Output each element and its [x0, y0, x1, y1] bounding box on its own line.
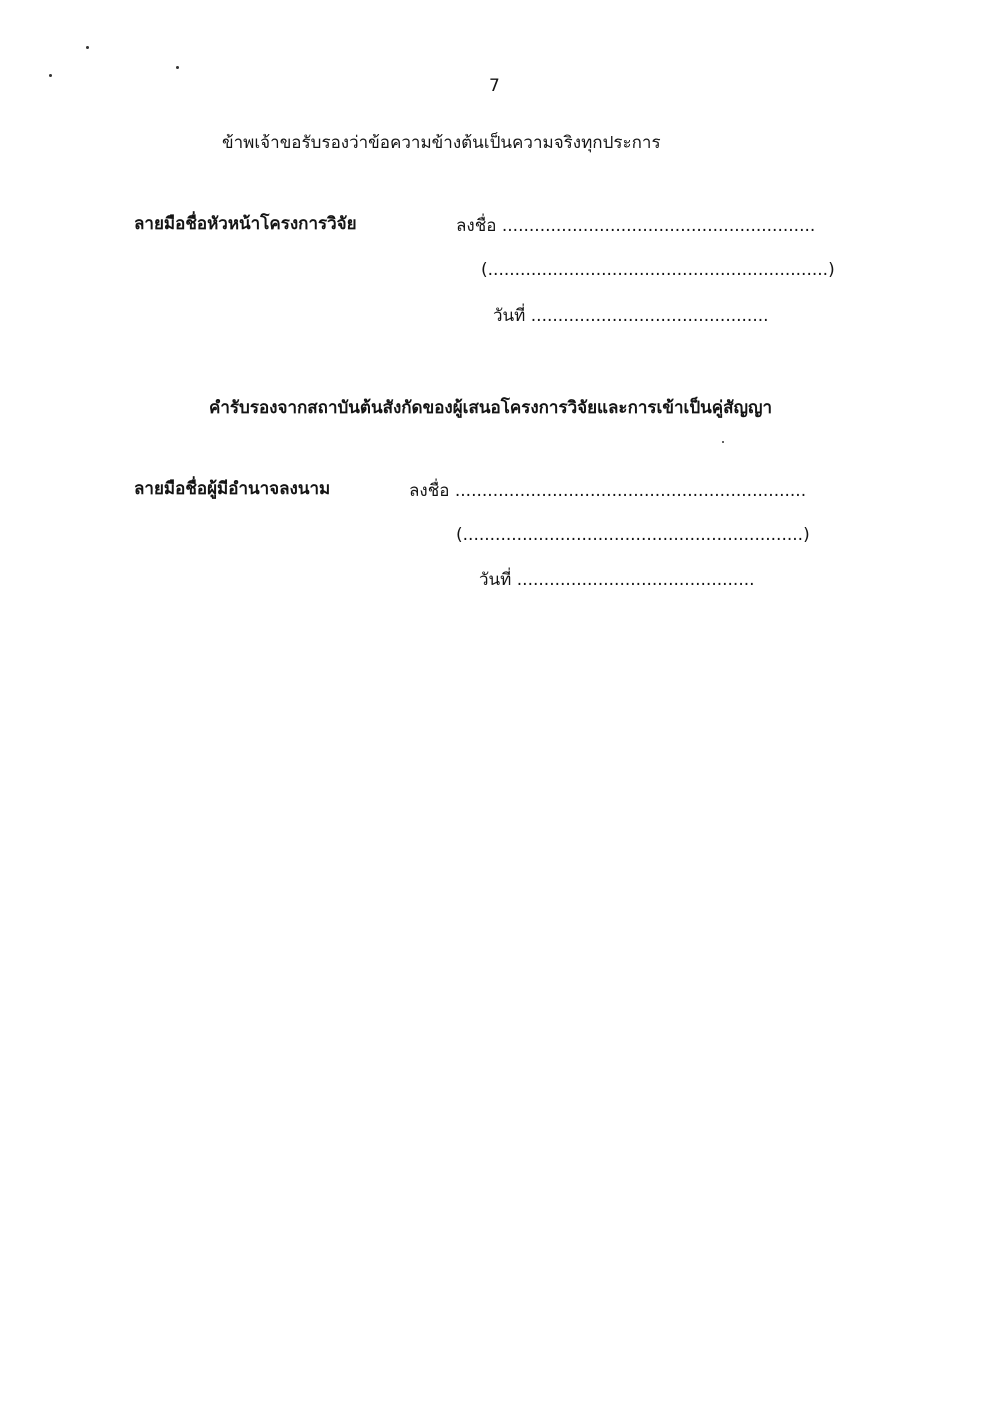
authorized-signer-date-line: วันที่ ............................................	[479, 570, 755, 590]
authorized-signer-name-line: (...............................................................)	[456, 525, 810, 545]
authorized-signer-sign-line: ลงชื่อ .................................................................	[409, 481, 807, 501]
scan-speck	[49, 74, 52, 77]
project-head-signature-label: ลายมือชื่อหัวหน้าโครงการวิจัย	[134, 214, 357, 234]
project-head-date-line: วันที่ ............................................	[493, 306, 769, 326]
scan-speck	[722, 441, 724, 443]
project-head-sign-line: ลงชื่อ ..........................................................	[456, 216, 816, 236]
scan-speck	[176, 66, 179, 69]
scan-speck	[86, 46, 89, 49]
page-number: 7	[489, 76, 500, 96]
certification-statement: ข้าพเจ้าขอรับรองว่าข้อความข้างต้นเป็นความจริงทุกประการ	[222, 133, 661, 153]
authorized-signer-label: ลายมือชื่อผู้มีอำนาจลงนาม	[134, 479, 331, 499]
institution-certification-heading: คำรับรองจากสถาบันต้นสังกัดของผู้เสนอโครงการวิจัยและการเข้าเป็นคู่สัญญา	[209, 398, 773, 418]
project-head-name-line: (...............................................................)	[481, 260, 835, 280]
